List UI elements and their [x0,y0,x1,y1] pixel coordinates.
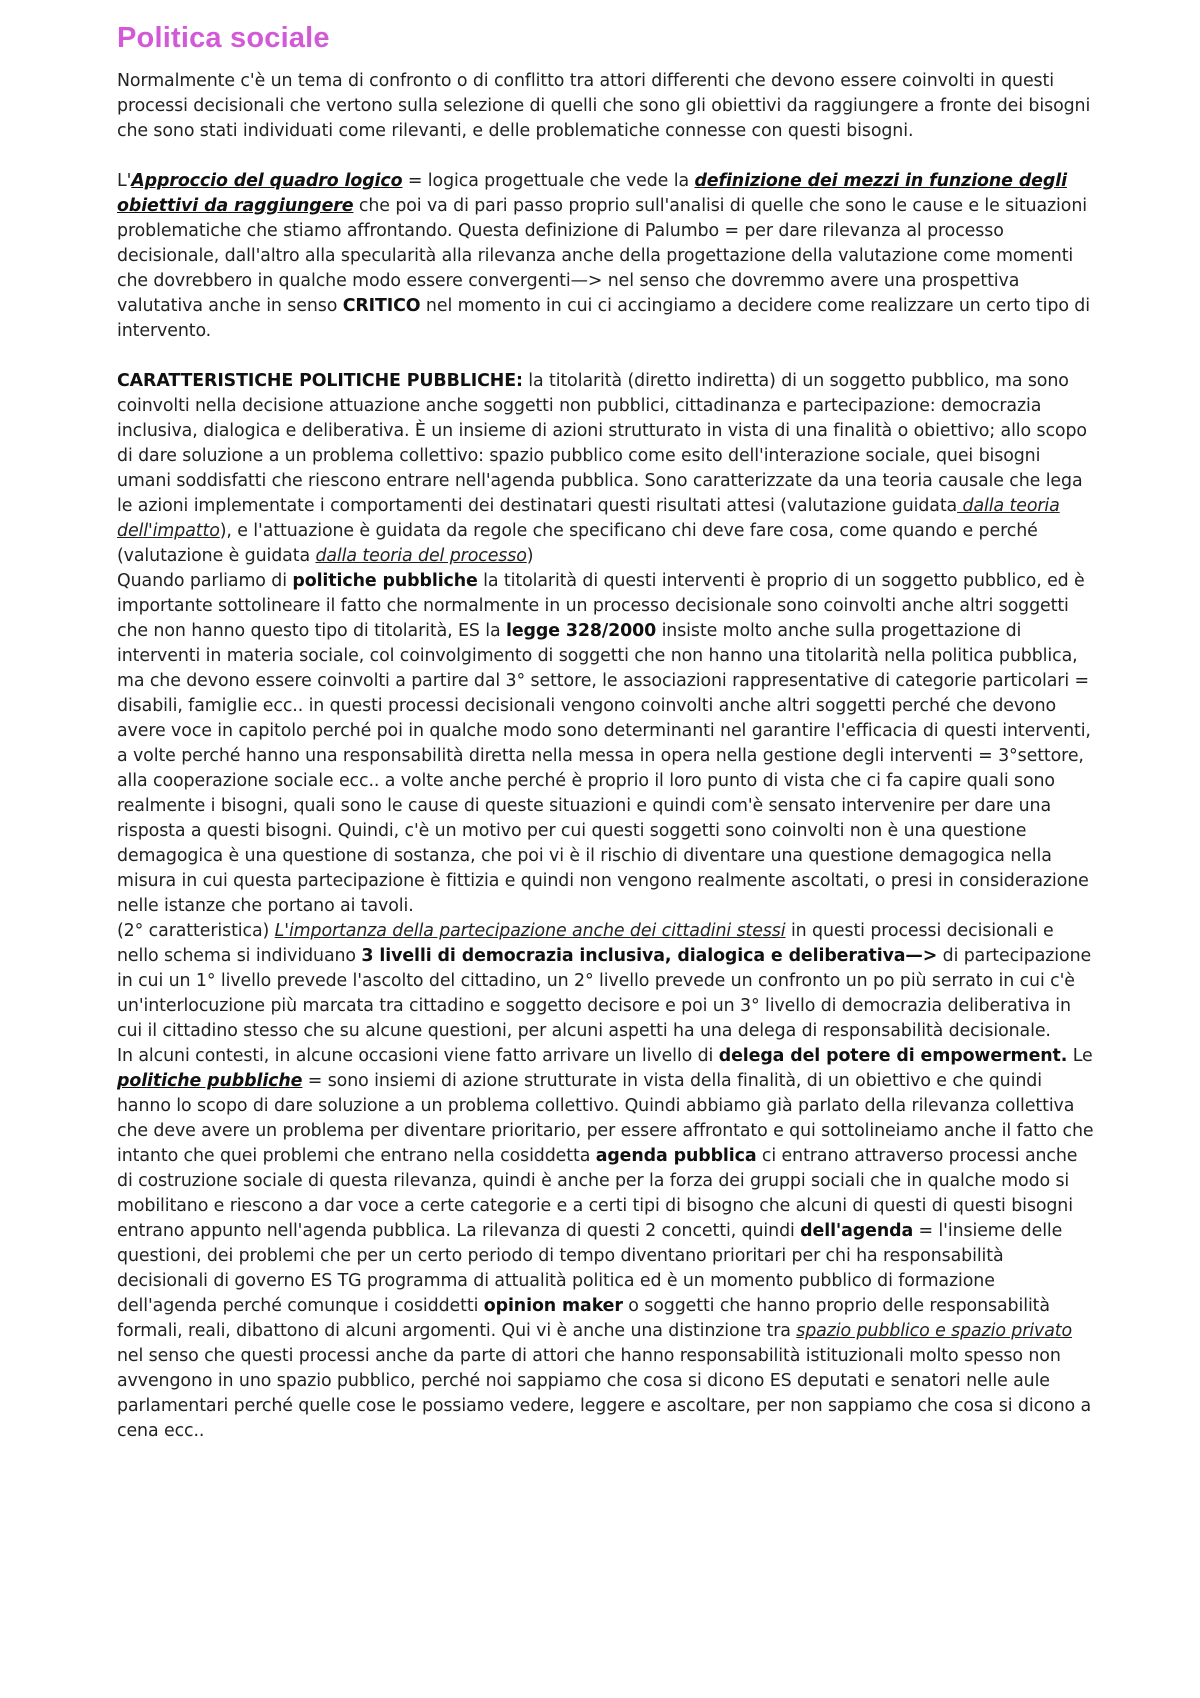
emphasis-partecipazione: L'importanza della partecipazione anche dei cittadini stessi [274,921,786,941]
emphasis-agenda-pubblica: agenda pubblica [595,1146,757,1166]
text-span: (2° caratteristica) [117,921,275,941]
text-span: Le [1067,1046,1093,1066]
text-span: = logica progettuale che vede la [402,171,695,191]
text-span: di partecipazione in cui un 1° livello prevede l'ascolto del cittadino, un 2° livello prevede un confronto un po più serrato in cui c'è un'interlocuzione più marcata tra cittadino e soggetto decisore e poi un 3° livello di democrazia deliberativa in cui il cittadino stesso che su alcune questioni, per alcuni aspetti ha una delega di responsabilità decisionale. [117,946,1092,1041]
text-span: = sono insiemi di azione strutturate in vista della finalità, di un obiettivo e che quindi hanno lo scopo di dare soluzione a un problema collettivo. Quindi abbiamo già parlato della rilevanza collettiva che deve avere un problema per diventare prioritario, per essere affrontato e qui sottolineiamo anche il fatto che intanto che quei problemi che entrano nella cosiddetta [117,1071,1094,1166]
heading-caratteristiche: CARATTERISTICHE POLITICHE PUBBLICHE: [117,371,523,391]
emphasis-teoria-processo: dalla teoria del processo [315,546,527,566]
emphasis-livelli: 3 livelli di democrazia inclusiva, dialogica e deliberativa—> [361,946,938,966]
text-span: Quando parliamo di [117,571,293,591]
text-span: ci entrano attraverso processi anche di costruzione sociale di questa rilevanza, quindi è anche per la forza dei gruppi sociali che in qualche modo si mobilitano e riescono a dar voce a certe categorie e a certi tipi di bisogno che alcuni di questi di questi bisogni entrano appunto nell'agenda pubblica. La rilevanza di questi 2 concetti, quindi [117,1146,1078,1241]
text-span: che poi va di pari passo proprio sull'analisi di quelle che sono le cause e le situazioni problematiche che stiamo affrontando. Questa definizione di Palumbo = per dare rilevanza al processo decisionale, dall'altro alla specularità alla rilevanza anche della progettazione della valutazione come momenti che dovrebbero in qualche modo essere convergenti—> nel senso che dovremmo avere una prospettiva valutativa anche in senso [117,196,1087,316]
text-span: = l'insieme delle questioni, dei problemi che per un certo periodo di tempo diventano prioritari per chi ha responsabilità decisionali di governo ES TG programma di attualità politica ed è un momento pubblico di formazione dell'agenda perché comunque i cosiddetti [117,1221,1063,1316]
text-span: nel senso che questi processi anche da parte di attori che hanno responsabilità istituzionali molto spesso non avvengono in uno spazio pubblico, perché noi sappiamo che cosa si dicono ES deputati e senatori nelle aule parlamentari perché quelle cose le possiamo vedere, leggere e ascoltare, per non sappiamo che cosa si dicono a cena ecc.. [117,1346,1092,1441]
emphasis-spazio: spazio pubblico e spazio privato [796,1321,1073,1341]
text-span: ) [526,546,534,566]
emphasis-delega: delega del potere di empowerment. [718,1046,1068,1066]
page-title: Politica sociale [117,22,330,54]
emphasis-approccio: Approccio del quadro logico [131,171,403,191]
text-span: la titolarità di questi interventi è proprio di un soggetto pubblico, ed è importante sottolineare il fatto che normalmente in un processo decisionale sono coinvolti anche altri soggetti che non hanno questo tipo di titolarità, ES la [117,571,1085,641]
paragraph-caratteristiche [117,369,1097,569]
emphasis-legge: legge 328/2000 [505,621,657,641]
text-span: ), e l'attuazione è guidata da regole che specificano chi deve fare cosa, come quando e perché (valutazione è guidata [117,521,1038,566]
emphasis-teoria-impatto: dalla teoria dell'impatto [117,496,1060,541]
text-span: insiste molto anche sulla progettazione di interventi in materia sociale, col coinvolgimento di soggetti che non hanno una titolarità nella politica pubblica, ma che devono essere coinvolti a partire dal 3° settore, le associazioni rappresentative di categorie particolari = disabili, famiglie ecc.. in questi processi decisionali vengono coinvolti anche altri soggetti perché che devono avere voce in capitolo perché poi in qualche modo sono determinanti nel garantire l'efficacia di questi interventi, a volte perché hanno una responsabilità diretta nella messa in opera nella gestione degli interventi = 3°settore, alla cooperazione sociale ecc.. a volte anche perché è proprio il loro punto di vista che ci fa capire quali sono realmente i bisogni, quali sono le cause di queste situazioni e quindi com'è sensato intervenire per dare una risposta a questi bisogni. Quindi, c'è un motivo per cui questi soggetti sono coinvolti non è una questione demagogica è una questione di sostanza, che poi vi è il rischio di diventare una questione demagogica nella misura in cui questa partecipazione è fittizia e quindi non vengono realmente ascoltati, o presi in considerazione nelle istanze che portano ai tavoli. [117,621,1091,916]
text-span: In alcuni contesti, in alcune occasioni viene fatto arrivare un livello di [117,1046,719,1066]
emphasis-politiche-pubbliche: politiche pubbliche [292,571,478,591]
text-span: o soggetti che hanno proprio delle responsabilità formali, reali, dibattono di alcuni argomenti. Qui vi è anche una distinzione tra [117,1296,1050,1341]
paragraph-quadro-logico [117,169,1097,344]
text-span: in questi processi decisionali e nello schema si individuano [117,921,1054,966]
paragraph-politiche-pubbliche [117,569,1097,919]
text-span: L' [117,171,132,191]
paragraph-intro [117,69,1097,144]
paragraph-partecipazione [117,919,1097,1044]
emphasis-critico: CRITICO [342,296,421,316]
document-page [117,22,1097,1444]
emphasis-definizione: definizione dei mezzi in funzione degli obiettivi da raggiungere [117,171,1067,216]
paragraph-empowerment [117,1044,1097,1444]
emphasis-opinion-maker: opinion maker [483,1296,623,1316]
text-span: nel momento in cui ci accingiamo a decidere come realizzare un certo tipo di intervento. [117,296,1090,341]
text-span: Normalmente c'è un tema di confronto o di conflitto tra attori differenti che devono essere coinvolti in questi processi decisionali che vertono sulla selezione di quelli che sono gli obiettivi da raggiungere a fronte dei bisogni che sono stati individuati come rilevanti, e delle problematiche connesse con questi bisogni. [117,71,1091,141]
emphasis-agenda: dell'agenda [800,1221,914,1241]
text-span: la titolarità (diretto indiretta) di un soggetto pubblico, ma sono coinvolti nella decisione attuazione anche soggetti non pubblici, cittadinanza e partecipazione: democrazia inclusiva, dialogica e deliberativa. È un insieme di azioni strutturato in vista di una finalità o obiettivo; allo scopo di dare soluzione a un problema collettivo: spazio pubblico come esito dell'interazione sociale, quei bisogni umani soddisfatti che riescono entrare nell'agenda pubblica. Sono caratterizzate da una teoria causale che lega le azioni implementate i comportamenti dei destinatari questi risultati attesi (valutazione guidata [117,371,1087,516]
emphasis-politiche-pubbliche-2: politiche pubbliche [117,1071,303,1091]
